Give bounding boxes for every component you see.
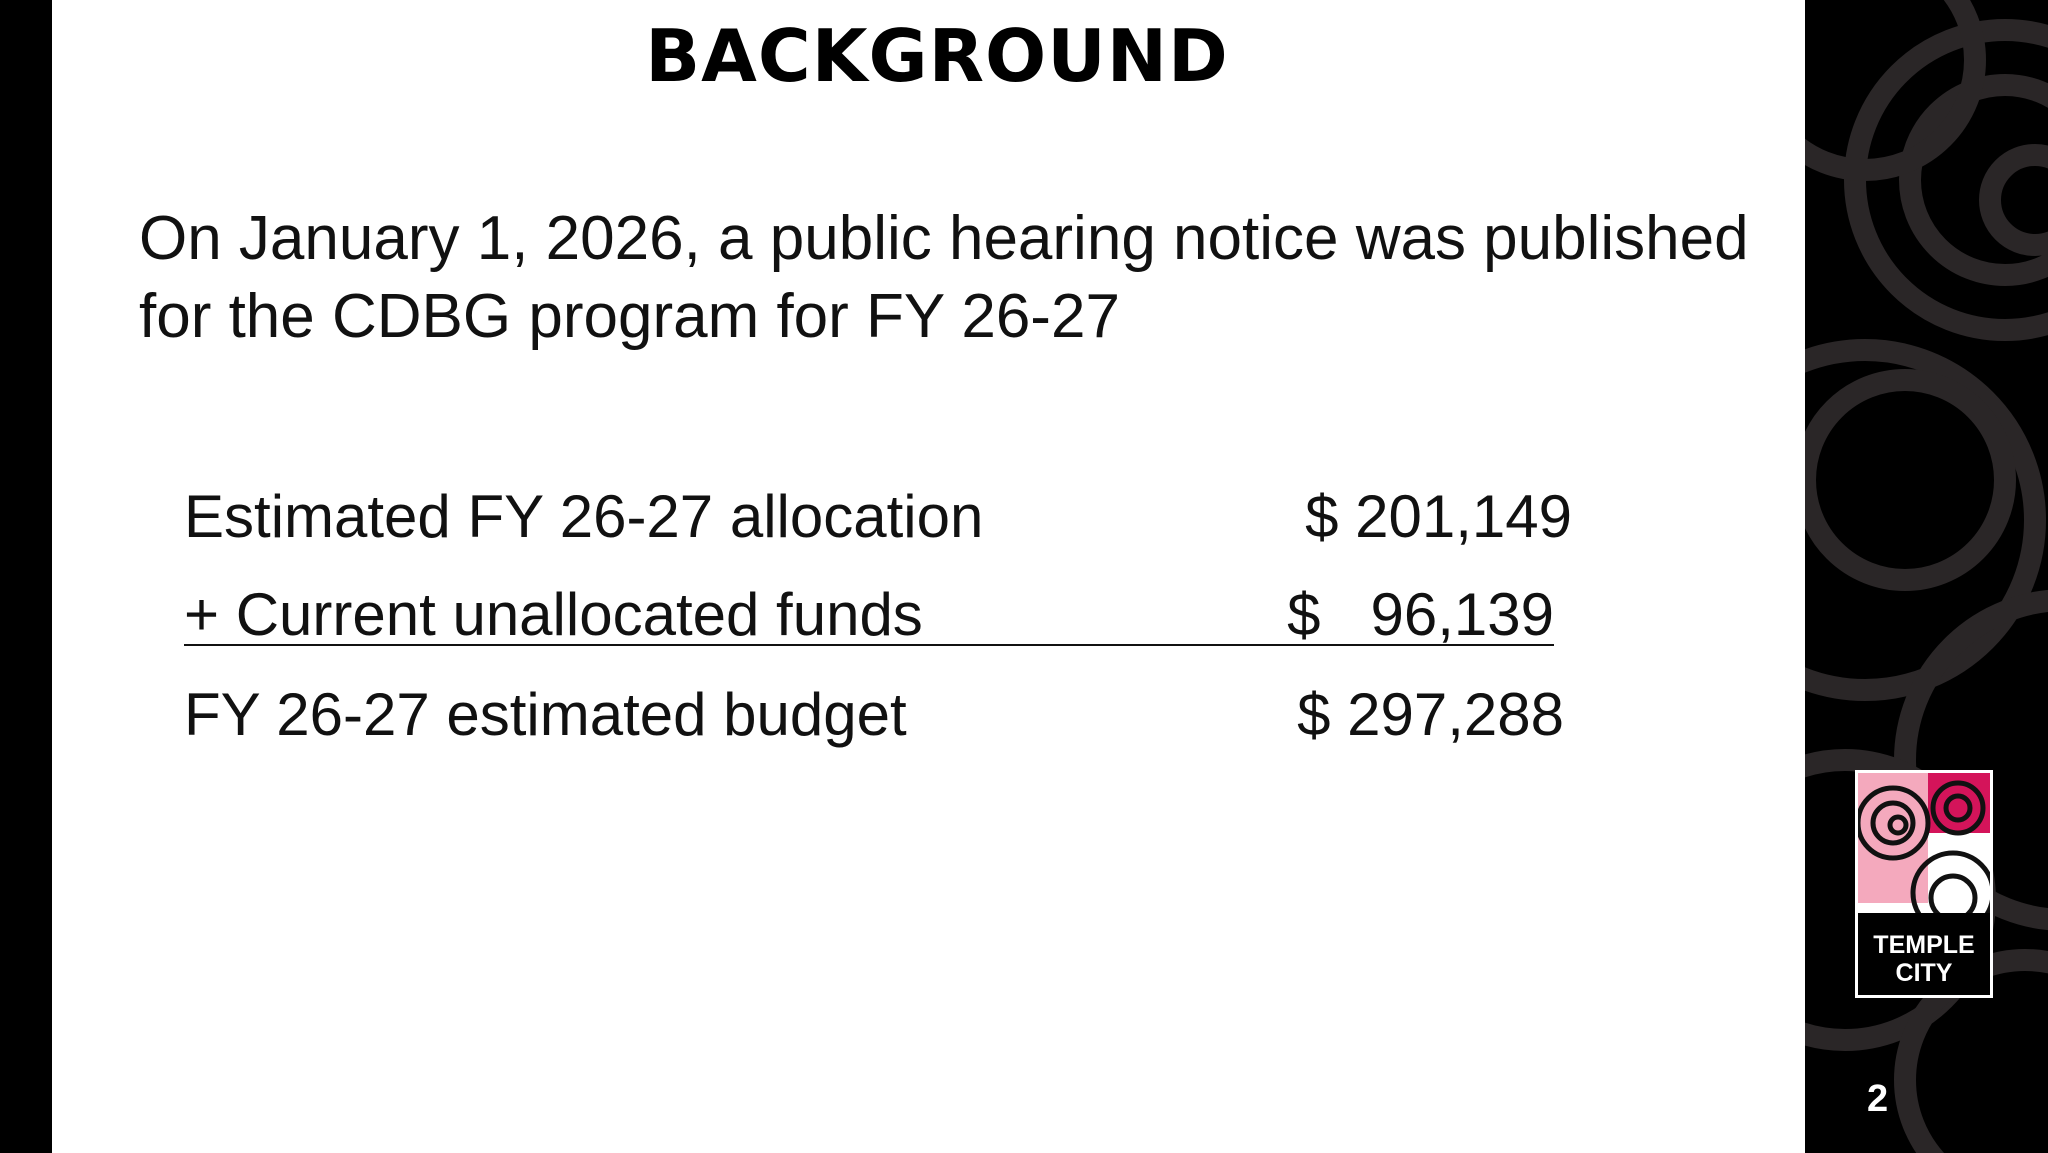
intro-paragraph: On January 1, 2026, a public hearing notice was published for the CDBG program for FY 26-27 xyxy=(139,204,1749,351)
row-amount: $ 96,139 xyxy=(1287,581,1554,648)
logo-text-line2: CITY xyxy=(1895,959,1953,987)
decorative-side-panel xyxy=(1805,0,2048,1153)
slide-title: BACKGROUND xyxy=(645,14,1229,98)
row-label: + Current unallocated funds xyxy=(184,581,923,648)
row-label: Estimated FY 26-27 allocation xyxy=(184,483,984,550)
row-label: FY 26-27 estimated budget xyxy=(184,681,907,748)
budget-row-allocation xyxy=(184,482,1572,552)
page-number: 2 xyxy=(1867,1078,1889,1120)
row-amount: $ 297,288 xyxy=(1297,681,1564,748)
slide-content xyxy=(52,0,1805,1153)
budget-row-unallocated xyxy=(184,580,1554,646)
budget-row-total xyxy=(184,680,1564,750)
rose-logo-icon xyxy=(1858,773,1990,913)
temple-city-logo xyxy=(1855,770,1993,998)
row-amount: $ 201,149 xyxy=(1305,483,1572,550)
logo-text-line1: TEMPLE xyxy=(1873,931,1975,959)
logo-text xyxy=(1858,931,1990,987)
